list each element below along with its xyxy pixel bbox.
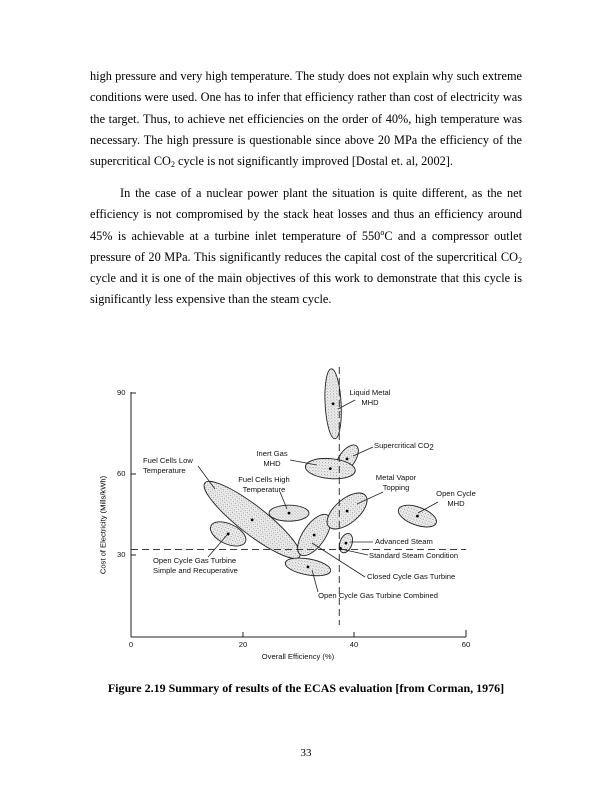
- text: C and a compressor outlet pressure of 20 MPa. This significantly reduces the capital cost of the supercritical CO: [90, 228, 523, 264]
- label-fuel-cells-low: [143, 456, 193, 475]
- text: In the case of a nuclear power plant the situation is quite different, as the net efficiency is not compromised by the stack heat losses and thus an efficiency around 45% is achievable at a turbine inlet temperature of 550: [90, 186, 522, 243]
- label-line: MHD: [447, 498, 465, 508]
- subscript: 2: [170, 160, 175, 170]
- region-point: [329, 467, 332, 470]
- label-open-cycle-mhd: [436, 489, 476, 508]
- region-point: [416, 515, 419, 518]
- x-axis-label: Overall Efficiency (%): [261, 652, 335, 661]
- x-tick-label: 20: [238, 640, 248, 649]
- y-tick-label: 30: [117, 550, 126, 559]
- label-line: MHD: [361, 397, 379, 407]
- label-metal-vapor-topping: [376, 473, 416, 492]
- x-tick-label: 0: [128, 640, 134, 649]
- label-line: Open Cycle Gas Turbine: [153, 556, 237, 565]
- label-line: Inert Gas: [256, 449, 288, 458]
- label-inert-gas-mhd: [256, 449, 287, 468]
- text: cycle is not significantly improved [Dostal et. al, 2002].: [174, 154, 453, 169]
- label-line: Supercritical CO: [374, 441, 430, 450]
- y-tick-label: 60: [117, 469, 126, 478]
- label-liquid-metal-mhd: [350, 388, 391, 407]
- region-point: [313, 534, 316, 537]
- label-fuel-cells-high: [238, 475, 290, 494]
- label-line: Topping: [382, 482, 410, 492]
- label-line: Simple and Recuperative: [153, 565, 238, 575]
- label-line: Temperature: [143, 465, 186, 475]
- region-point: [288, 512, 291, 515]
- label-ocgt-simple: [153, 556, 238, 575]
- region-point: [332, 402, 335, 405]
- label-line: Open Cycle: [436, 489, 476, 498]
- page-number: 33: [300, 747, 312, 759]
- label-line: Liquid Metal: [349, 388, 391, 397]
- subscript: 2: [429, 443, 434, 452]
- region-point: [345, 542, 348, 545]
- text: high pressure and very high temperature. The study does not explain why such extreme conditions were used. One has to infer that efficiency rather than cost of electricity was the target. Thus, to achieve net efficiencies on the order of 40%, high temperature was necessary. The high pressure is questionable since above 20 MPa the efficiency of the supercritical CO: [90, 69, 522, 169]
- label-line: Temperature: [242, 484, 286, 494]
- region-point: [307, 565, 310, 568]
- region-point: [251, 519, 254, 522]
- text: cycle and it is one of the main objectives of this work to demonstrate that this cycle is significantly less expensive than the steam cycle.: [90, 271, 522, 307]
- label-closed-cycle-gas-turbine: Closed Cycle Gas Turbine: [367, 572, 456, 581]
- x-tick-label: 60: [461, 640, 471, 649]
- label-standard-steam: Standard Steam Condition: [369, 551, 459, 560]
- label-supercritical-co2: [374, 441, 434, 451]
- label-line: Metal Vapor: [375, 473, 417, 482]
- region-point: [346, 457, 349, 460]
- y-tick-label: 90: [117, 388, 126, 397]
- degree-superscript: o: [380, 227, 385, 237]
- x-tick-label: 40: [349, 640, 359, 649]
- subscript: 2: [518, 255, 522, 265]
- figure-caption: Figure 2.19 Summary of results of the ECAS evaluation [from Corman, 1976]: [107, 681, 505, 695]
- label-ocgt-combined: Open Cycle Gas Turbine Combined: [318, 591, 438, 600]
- y-axis-label: Cost of Electricity (Mills/kWh): [98, 475, 108, 575]
- label-line: MHD: [263, 458, 281, 468]
- region-point: [227, 533, 230, 536]
- region-point: [346, 510, 349, 513]
- label-line: Fuel Cells High: [238, 475, 290, 484]
- label-line: Fuel Cells Low: [143, 456, 193, 465]
- label-advanced-steam: Advanced Steam: [375, 537, 433, 546]
